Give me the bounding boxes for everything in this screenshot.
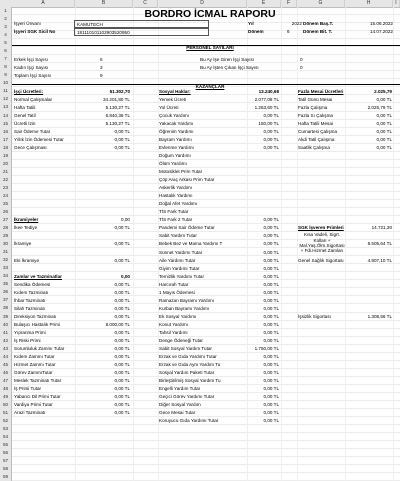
sosyal-hak-label: Harcırah Tutar bbox=[159, 281, 189, 287]
zamlar-value[interactable]: 0,00 TL bbox=[114, 386, 130, 392]
sosyal-hak-value[interactable]: 0,00 TL bbox=[263, 128, 279, 134]
ikramiye-value[interactable]: 0,00 TL bbox=[114, 225, 130, 231]
sosyal-hak-label: TİS Fark 2 Tutar bbox=[159, 217, 193, 223]
isci-ucret-label: Sair Ödeme Tutar bbox=[14, 128, 51, 134]
sosyal-hak-label: Gece Mesai Tutar bbox=[159, 410, 196, 416]
sosyal-hak-label: Aile Yardımı Tutar bbox=[159, 257, 196, 263]
ikramiye-heading: İkramiyeler bbox=[14, 217, 39, 223]
sosyal-hak-value[interactable]: 0,00 TL bbox=[263, 394, 279, 400]
zamlar-value[interactable]: 0,00 TL bbox=[114, 354, 130, 360]
isci-ucret-value[interactable]: 0,00 TL bbox=[114, 128, 130, 134]
personel-value[interactable]: 6 bbox=[100, 56, 103, 62]
isci-ucret-value[interactable]: 0,00 TL bbox=[114, 144, 130, 150]
zamlar-label: Kıdem Zammı Tutar bbox=[14, 354, 55, 360]
row-number[interactable]: 45 bbox=[0, 361, 12, 369]
sosyal-hak-label: Hastalık Yardımı bbox=[159, 193, 193, 199]
row-number[interactable]: 55 bbox=[0, 441, 12, 449]
fazla-mesai-value[interactable]: 0,00 TL bbox=[376, 144, 392, 150]
row-number[interactable]: 40 bbox=[0, 321, 12, 329]
grid-row bbox=[12, 433, 400, 441]
zamlar-value[interactable]: 0,00 TL bbox=[114, 337, 130, 343]
personel-label: Kadın İşçi Sayısı bbox=[14, 64, 49, 70]
sosyal-hak-label: Sünnet Yardımı Tutar bbox=[159, 249, 203, 255]
fazla-mesai-value[interactable]: 0,00 TL bbox=[376, 136, 392, 142]
row-number[interactable]: 1 bbox=[0, 7, 12, 15]
donem-value[interactable]: 6 bbox=[287, 29, 290, 34]
row-number[interactable]: 50 bbox=[0, 401, 12, 409]
zamlar-label: Hizmet Zammı Tutar bbox=[14, 362, 56, 368]
grid-column-line bbox=[393, 7, 394, 481]
grid-column-line bbox=[133, 7, 134, 481]
zamlar-label: Meslek Tazminatı Tutar bbox=[14, 378, 62, 384]
row-number[interactable]: 7 bbox=[0, 55, 12, 63]
row-number[interactable]: 35 bbox=[0, 280, 12, 288]
isci-ucret-label: Yıllık İzin Ödemesi Tutar bbox=[14, 136, 64, 142]
row-number[interactable]: 42 bbox=[0, 337, 12, 345]
row-number[interactable]: 54 bbox=[0, 433, 12, 441]
isyeri-unvani-label: İşyeri Ünvanı bbox=[14, 21, 41, 26]
row-number[interactable]: 24 bbox=[0, 192, 12, 200]
row-number[interactable]: 25 bbox=[0, 200, 12, 208]
fazla-mesai-value[interactable]: 2.025,79 TL bbox=[367, 104, 392, 110]
sosyal-hak-value[interactable]: 0,00 TL bbox=[263, 321, 279, 327]
sosyal-hak-label: Geçici Görev Yardımı Tutar bbox=[159, 394, 215, 400]
sosyal-hak-label: Yol Ücreti bbox=[159, 104, 179, 110]
zamlar-value[interactable]: 8.000,00 TL bbox=[105, 321, 130, 327]
zamlar-value[interactable]: 0,00 TL bbox=[114, 281, 130, 287]
fazla-mesai-value[interactable]: 0,00 TL bbox=[376, 128, 392, 134]
zamlar-value[interactable]: 0,00 TL bbox=[114, 410, 130, 416]
fazla-mesai-value[interactable]: 0,00 TL bbox=[376, 96, 392, 102]
zamlar-value[interactable]: 0,00 TL bbox=[114, 402, 130, 408]
sosyal-hak-label: 1 Mayıs Ödemesi bbox=[159, 289, 195, 295]
sosyal-hak-label: Ramazan Bayramı Yardımı bbox=[159, 297, 214, 303]
row-number[interactable]: 30 bbox=[0, 240, 12, 248]
zamlar-value[interactable]: 0,00 TL bbox=[114, 370, 130, 376]
column-header-b[interactable]: B bbox=[75, 0, 133, 7]
sosyal-hak-value[interactable]: 0,00 TL bbox=[263, 313, 279, 319]
zamlar-label: Yabancı Dil Primi Tutar bbox=[14, 394, 61, 400]
sosyal-hak-label: Koruyucu Gıda Yardımı Tutar bbox=[159, 418, 219, 424]
genel-saglik-value[interactable]: 4.907,10 TL bbox=[367, 257, 392, 263]
column-header-a[interactable]: A bbox=[12, 0, 75, 7]
zamlar-value[interactable]: 0,00 TL bbox=[114, 345, 130, 351]
personel-right-label: Bu Ay İşe Giren İşçi Sayısı bbox=[200, 56, 255, 62]
ikramiye-label: İkee Tediye bbox=[14, 225, 38, 231]
row-number[interactable]: 33 bbox=[0, 264, 12, 272]
row-number[interactable]: 11 bbox=[0, 87, 12, 95]
personel-right-value[interactable]: 0 bbox=[300, 64, 303, 70]
row-number[interactable]: 56 bbox=[0, 449, 12, 457]
row-number[interactable]: 4 bbox=[0, 31, 12, 39]
sosyal-hak-value[interactable]: 0,00 TL bbox=[263, 233, 279, 239]
genel-saglik-label: Genel Sağlık Sigortası bbox=[298, 257, 344, 263]
isci-ucret-value[interactable]: 6.840,36 TL bbox=[105, 112, 130, 118]
fazla-mesai-label: Fazla Sı Çalışma bbox=[298, 112, 333, 118]
row-number[interactable]: 31 bbox=[0, 248, 12, 256]
sosyal-hak-label: Kurban Bayramı Yardımı bbox=[159, 305, 210, 311]
zamlar-label: Kıdem Tazminatı bbox=[14, 289, 49, 295]
row-number[interactable]: 53 bbox=[0, 425, 12, 433]
personel-heading: PERSONEL SAYILARI bbox=[186, 45, 234, 50]
sosyal-hak-value[interactable]: 0,00 TL bbox=[263, 337, 279, 343]
zamlar-label: İhbar Tazminatı bbox=[14, 297, 46, 303]
isci-ucret-value[interactable]: 34.201,80 TL bbox=[103, 96, 130, 102]
donem-bit-label: Dönem Bit. T. bbox=[303, 29, 333, 34]
row-number[interactable]: 52 bbox=[0, 417, 12, 425]
fazla-mesai-value[interactable]: 0,00 TL bbox=[376, 120, 392, 126]
row-number[interactable]: 18 bbox=[0, 144, 12, 152]
sosyal-hak-value[interactable]: 0,00 TL bbox=[263, 378, 279, 384]
sosyal-hak-value[interactable]: 0,00 TL bbox=[263, 418, 279, 424]
zamlar-value[interactable]: 0,00 TL bbox=[114, 362, 130, 368]
fazla-mesai-heading: Fazla Mesai Ücretleri bbox=[298, 88, 344, 94]
sosyal-hak-label: Öğrenim Yardımı bbox=[159, 128, 194, 134]
row-number[interactable]: 36 bbox=[0, 288, 12, 296]
row-number[interactable]: 15 bbox=[0, 120, 12, 128]
zamlar-label: Direksiyon Tazminatı bbox=[14, 313, 57, 319]
row-number[interactable]: 49 bbox=[0, 393, 12, 401]
zamlar-value[interactable]: 0,00 TL bbox=[114, 297, 130, 303]
sosyal-hak-label: Temizlik Yardımı Tutar bbox=[159, 273, 205, 279]
zamlar-label: Yıpranma Primi bbox=[14, 329, 46, 335]
row-number[interactable]: 13 bbox=[0, 103, 12, 111]
sosyal-hak-label: Bebek Bez ve Mama Yardımı T bbox=[159, 241, 223, 247]
sosyal-hak-value[interactable]: 0,00 TL bbox=[263, 402, 279, 408]
sosyal-hak-value[interactable]: 2.077,08 TL bbox=[254, 96, 279, 102]
sosyal-hak-label: Çöp Araç Arkası Prim Tutar bbox=[159, 177, 215, 183]
isci-ucretleri-heading: İşçi Ücretleri: bbox=[14, 88, 44, 94]
issizlik-label: İşsizlik Sigortası bbox=[298, 313, 331, 319]
sosyal-hak-value[interactable]: 0,00 TL bbox=[263, 329, 279, 335]
row-number[interactable]: 37 bbox=[0, 296, 12, 304]
ikramiye-label: Eki İkramiye bbox=[14, 257, 40, 263]
fazla-mesai-value[interactable]: 0,00 TL bbox=[376, 112, 392, 118]
isci-ucret-label: Genel Tatil bbox=[14, 112, 36, 118]
sosyal-hak-label: Konut Yardımı bbox=[159, 321, 188, 327]
grid-row bbox=[12, 425, 400, 433]
sosyal-hak-label: Doğal Afet Yardımı bbox=[159, 201, 198, 207]
zamlar-value[interactable]: 0,00 TL bbox=[114, 329, 130, 335]
donem-bas-label: Dönem Baş.T. bbox=[303, 21, 334, 26]
zamlar-label: Bulaşıcı Hastalık Primi bbox=[14, 321, 60, 327]
sosyal-hak-label: Pandemi Sair Ödeme Tutar bbox=[159, 225, 215, 231]
personel-right-label: Bu Ay İşten Çıkan İşçi Sayısı bbox=[200, 64, 259, 70]
sosyal-hak-value[interactable]: 0,00 TL bbox=[263, 225, 279, 231]
sosyal-hak-value[interactable]: 0,00 TL bbox=[263, 265, 279, 271]
donem-label: Dönem bbox=[248, 29, 264, 34]
sosyal-hak-value[interactable]: 0,00 TL bbox=[263, 354, 279, 360]
grid-column-line bbox=[281, 7, 282, 481]
sosyal-hak-label: Engelli Yardım Tutar bbox=[159, 386, 201, 392]
sosyal-hak-label: TİS Fark Tutar bbox=[159, 209, 189, 215]
zamlar-label: Sorumluluk Zammı Tutar bbox=[14, 345, 65, 351]
fazla-mesai-label: Saatlik Çalışma bbox=[298, 144, 330, 150]
zamlar-label: Görev ZammıTutar bbox=[14, 370, 53, 376]
zamlar-value[interactable]: 0,00 TL bbox=[114, 305, 130, 311]
sosyal-hak-value[interactable]: 1.750,00 TL bbox=[254, 345, 279, 351]
sosyal-hak-label: Yemek Ücreti bbox=[159, 96, 187, 102]
sosyal-hak-value[interactable]: 0,00 TL bbox=[263, 297, 279, 303]
isci-ucretleri-total[interactable]: 51.302,70 bbox=[109, 88, 130, 94]
sosyal-hak-label: Yakacak Yardımı bbox=[159, 120, 194, 126]
sosyal-hak-value[interactable]: 0,00 TL bbox=[263, 241, 279, 247]
column-header-d[interactable]: D bbox=[158, 0, 247, 7]
row-number[interactable]: 47 bbox=[0, 377, 12, 385]
sosyal-haklar-total[interactable]: 13.240,68 bbox=[258, 88, 279, 94]
sosyal-hak-value[interactable]: 0,00 TL bbox=[263, 144, 279, 150]
zamlar-label: İş Riski Primi bbox=[14, 337, 41, 343]
row-number[interactable]: 29 bbox=[0, 232, 12, 240]
row-number[interactable]: 26 bbox=[0, 208, 12, 216]
isyeri-unvani-value[interactable]: KAMUTECH bbox=[74, 20, 209, 28]
sgk-sicil-label: İşyeri SGK Sicil No bbox=[14, 29, 56, 34]
isci-ucret-value[interactable]: 5.130,27 TL bbox=[105, 120, 130, 126]
zamlar-label: Arazi Tazminatı bbox=[14, 410, 46, 416]
sosyal-hak-value[interactable]: 0,00 TL bbox=[263, 281, 279, 287]
fazla-mesai-label: Cumartesi Çalışma bbox=[298, 128, 338, 134]
sgk-kisa-vadeli-label: Kısa Vadeli, Sigrt. Kolları + Mal.Yaş.Ölm.Sigortası + Fdi.Hizmet Zamları bbox=[299, 232, 345, 254]
personel-label: Erkek İşçi Sayısı bbox=[14, 56, 48, 62]
sgk-isveren-total[interactable]: 14.721,30 bbox=[371, 225, 392, 231]
sosyal-hak-label: Motosiklet Prim Tutar bbox=[159, 169, 203, 175]
grid-row bbox=[12, 465, 400, 473]
sosyal-hak-label: Çocuk Yardımı bbox=[159, 112, 189, 118]
grid-row bbox=[12, 457, 400, 465]
sosyal-haklar-heading: Sosyal Haklar: bbox=[159, 88, 191, 94]
row-number[interactable]: 59 bbox=[0, 473, 12, 481]
sgk-sicil-value[interactable]: 181110101102903520950 bbox=[74, 28, 209, 36]
column-header-h[interactable]: H bbox=[345, 0, 393, 7]
personel-right-value[interactable]: 0 bbox=[300, 56, 303, 62]
donem-bit-value[interactable]: 14.07.2022 bbox=[370, 29, 393, 34]
column-header-g[interactable]: G bbox=[297, 0, 345, 7]
zamlar-total[interactable]: 0,00 bbox=[121, 273, 130, 279]
zamlar-label: Vardiya Primi Tutar bbox=[14, 402, 53, 408]
row-number[interactable]: 2 bbox=[0, 15, 12, 23]
sosyal-hak-value[interactable]: 0,00 TL bbox=[263, 410, 279, 416]
row-number[interactable]: 39 bbox=[0, 313, 12, 321]
row-number[interactable]: 21 bbox=[0, 168, 12, 176]
sosyal-hak-value[interactable]: 0,00 TL bbox=[263, 257, 279, 263]
sosyal-hak-value[interactable]: 150,00 TL bbox=[258, 120, 279, 126]
sosyal-hak-label: Tahsil Yardımı bbox=[159, 329, 188, 335]
sosyal-hak-value[interactable]: 0,00 TL bbox=[263, 289, 279, 295]
row-number[interactable]: 34 bbox=[0, 272, 12, 280]
row-number[interactable]: 51 bbox=[0, 409, 12, 417]
zamlar-value[interactable]: 0,00 TL bbox=[114, 378, 130, 384]
sosyal-hak-value[interactable]: 0,00 TL bbox=[263, 136, 279, 142]
isci-ucret-value[interactable]: 0,00 TL bbox=[114, 136, 130, 142]
column-header-i[interactable]: I bbox=[393, 0, 400, 7]
row-number[interactable]: 23 bbox=[0, 184, 12, 192]
zamlar-label: Sendika Ödemesi bbox=[14, 281, 51, 287]
personel-label: Toplam İşçi Sayısı bbox=[14, 72, 52, 78]
row-number[interactable]: 14 bbox=[0, 112, 12, 120]
sosyal-hak-value[interactable]: 1.263,60 TL bbox=[254, 104, 279, 110]
fazla-mesai-label: Hafta Tatili Mesai bbox=[298, 120, 333, 126]
sosyal-hak-value[interactable]: 0,00 TL bbox=[263, 112, 279, 118]
sosyal-hak-value[interactable]: 0,00 TL bbox=[263, 305, 279, 311]
row-number[interactable]: 5 bbox=[0, 39, 12, 47]
fazla-mesai-label: Akdi Tatil Çalışma bbox=[298, 136, 335, 142]
sosyal-hak-value[interactable]: 0,00 TL bbox=[263, 217, 279, 223]
row-number[interactable]: 44 bbox=[0, 353, 12, 361]
sosyal-hak-value[interactable]: 0,00 TL bbox=[263, 362, 279, 368]
sgk-kisa-vadeli-value[interactable]: 8.505,64 TL bbox=[367, 241, 392, 247]
row-number[interactable]: 3 bbox=[0, 23, 12, 31]
sosyal-hak-label: Erzak ve Gıda Yardımı Tutar bbox=[159, 354, 217, 360]
zamlar-value[interactable]: 0,00 TL bbox=[114, 394, 130, 400]
row-number[interactable]: 32 bbox=[0, 256, 12, 264]
zamlar-heading: Zamlar ve Tazminatlar bbox=[14, 273, 62, 279]
column-header-c[interactable]: C bbox=[133, 0, 158, 7]
isci-ucret-label: Ücretli İzin bbox=[14, 120, 36, 126]
sosyal-hak-label: Doğum Yardımı bbox=[159, 153, 191, 159]
grid-row bbox=[12, 473, 400, 481]
row-number[interactable]: 46 bbox=[0, 369, 12, 377]
grid-row bbox=[12, 449, 400, 457]
row-number[interactable]: 19 bbox=[0, 152, 12, 160]
zamlar-value[interactable]: 0,00 TL bbox=[114, 313, 130, 319]
sosyal-hak-label: Diğer Sosyal Yardım bbox=[159, 402, 201, 408]
ikramiye-total[interactable]: 0,00 bbox=[121, 217, 130, 223]
yil-value[interactable]: 2022 bbox=[291, 21, 302, 26]
row-number[interactable]: 58 bbox=[0, 465, 12, 473]
sosyal-hak-value[interactable]: 0,00 TL bbox=[263, 249, 279, 255]
row-number[interactable]: 20 bbox=[0, 160, 12, 168]
row-number[interactable]: 28 bbox=[0, 224, 12, 232]
zamlar-label: İş Primi Tutar bbox=[14, 386, 42, 392]
sosyal-hak-label: Sosyal Yardım Paketi Tutar bbox=[159, 370, 215, 376]
sosyal-hak-label: Ek Sosyal Yardımı bbox=[159, 313, 197, 319]
ikramiye-label: İkramiye bbox=[14, 241, 32, 247]
row-number[interactable]: 12 bbox=[0, 95, 12, 103]
sosyal-hak-label: Erzak ve Gıda Aynı Yardım Tu bbox=[159, 362, 221, 368]
row-number[interactable]: 41 bbox=[0, 329, 12, 337]
sosyal-hak-label: Sabit Yardım Tutar bbox=[159, 233, 197, 239]
sgk-isveren-heading: SGK İşveren Primleri bbox=[298, 225, 344, 231]
row-number[interactable]: 16 bbox=[0, 128, 12, 136]
ikramiye-value[interactable]: 0,00 TL bbox=[114, 257, 130, 263]
kazanclar-heading: KAZANÇLAR bbox=[195, 84, 225, 89]
report-title: BORDRO İCMAL RAPORU bbox=[144, 8, 276, 20]
ikramiye-value[interactable]: 0,00 TL bbox=[114, 241, 130, 247]
sosyal-hak-label: Bayram Yardımı bbox=[159, 136, 192, 142]
fazla-mesai-total[interactable]: 2.025,79 bbox=[374, 88, 392, 94]
isci-ucret-value[interactable]: 5.130,27 TL bbox=[105, 104, 130, 110]
sosyal-hak-value[interactable]: 0,00 TL bbox=[263, 386, 279, 392]
sosyal-hak-label: Denge Ödeneği Tutar bbox=[159, 337, 203, 343]
row-number[interactable]: 57 bbox=[0, 457, 12, 465]
sosyal-hak-label: Giyim Yardımı Tutar bbox=[159, 265, 200, 271]
fazla-mesai-label: Tatil Günü Mesai bbox=[298, 96, 333, 102]
yil-label: Yıl bbox=[248, 21, 254, 26]
row-number[interactable]: 27 bbox=[0, 216, 12, 224]
zamlar-label: Silah Tazminatı bbox=[14, 305, 46, 311]
row-number[interactable]: 43 bbox=[0, 345, 12, 353]
row-number[interactable]: 6 bbox=[0, 47, 12, 55]
zamlar-value[interactable]: 0,00 TL bbox=[114, 289, 130, 295]
isci-ucret-label: Hafta Tatili bbox=[14, 104, 36, 110]
row-number[interactable]: 10 bbox=[0, 79, 12, 87]
row-number[interactable]: 9 bbox=[0, 71, 12, 79]
isci-ucret-label: Gece Çalışması bbox=[14, 144, 47, 150]
donem-bas-value[interactable]: 15.06.2022 bbox=[370, 21, 393, 26]
fazla-mesai-label: Fazla Çalışma bbox=[298, 104, 328, 110]
sosyal-hak-value[interactable]: 0,00 TL bbox=[263, 273, 279, 279]
isci-ucret-label: Normal Çalışmalar bbox=[14, 96, 53, 102]
sosyal-hak-value[interactable]: 0,00 TL bbox=[263, 370, 279, 376]
issizlik-value[interactable]: 1.308,56 TL bbox=[367, 313, 392, 319]
grid-row bbox=[12, 441, 400, 449]
sosyal-hak-label: Evlenme Yardımı bbox=[159, 144, 194, 150]
sosyal-hak-label: Birleştirilmiş Sosyal Yardım Tu bbox=[159, 378, 221, 384]
sosyal-hak-label: Sabit Sosyal Yardım Tutar bbox=[159, 345, 212, 351]
row-number[interactable]: 22 bbox=[0, 176, 12, 184]
row-number[interactable]: 48 bbox=[0, 385, 12, 393]
column-header-f[interactable]: F bbox=[281, 0, 297, 7]
row-number[interactable]: 8 bbox=[0, 63, 12, 71]
column-header-e[interactable]: E bbox=[247, 0, 281, 7]
sosyal-hak-label: Ölüm Yardımı bbox=[159, 161, 187, 167]
personel-value[interactable]: 9 bbox=[100, 72, 103, 78]
personel-value[interactable]: 3 bbox=[100, 64, 103, 70]
row-number[interactable]: 38 bbox=[0, 304, 12, 312]
sosyal-hak-label: Askerlik Yardımı bbox=[159, 185, 193, 191]
row-number[interactable]: 17 bbox=[0, 136, 12, 144]
